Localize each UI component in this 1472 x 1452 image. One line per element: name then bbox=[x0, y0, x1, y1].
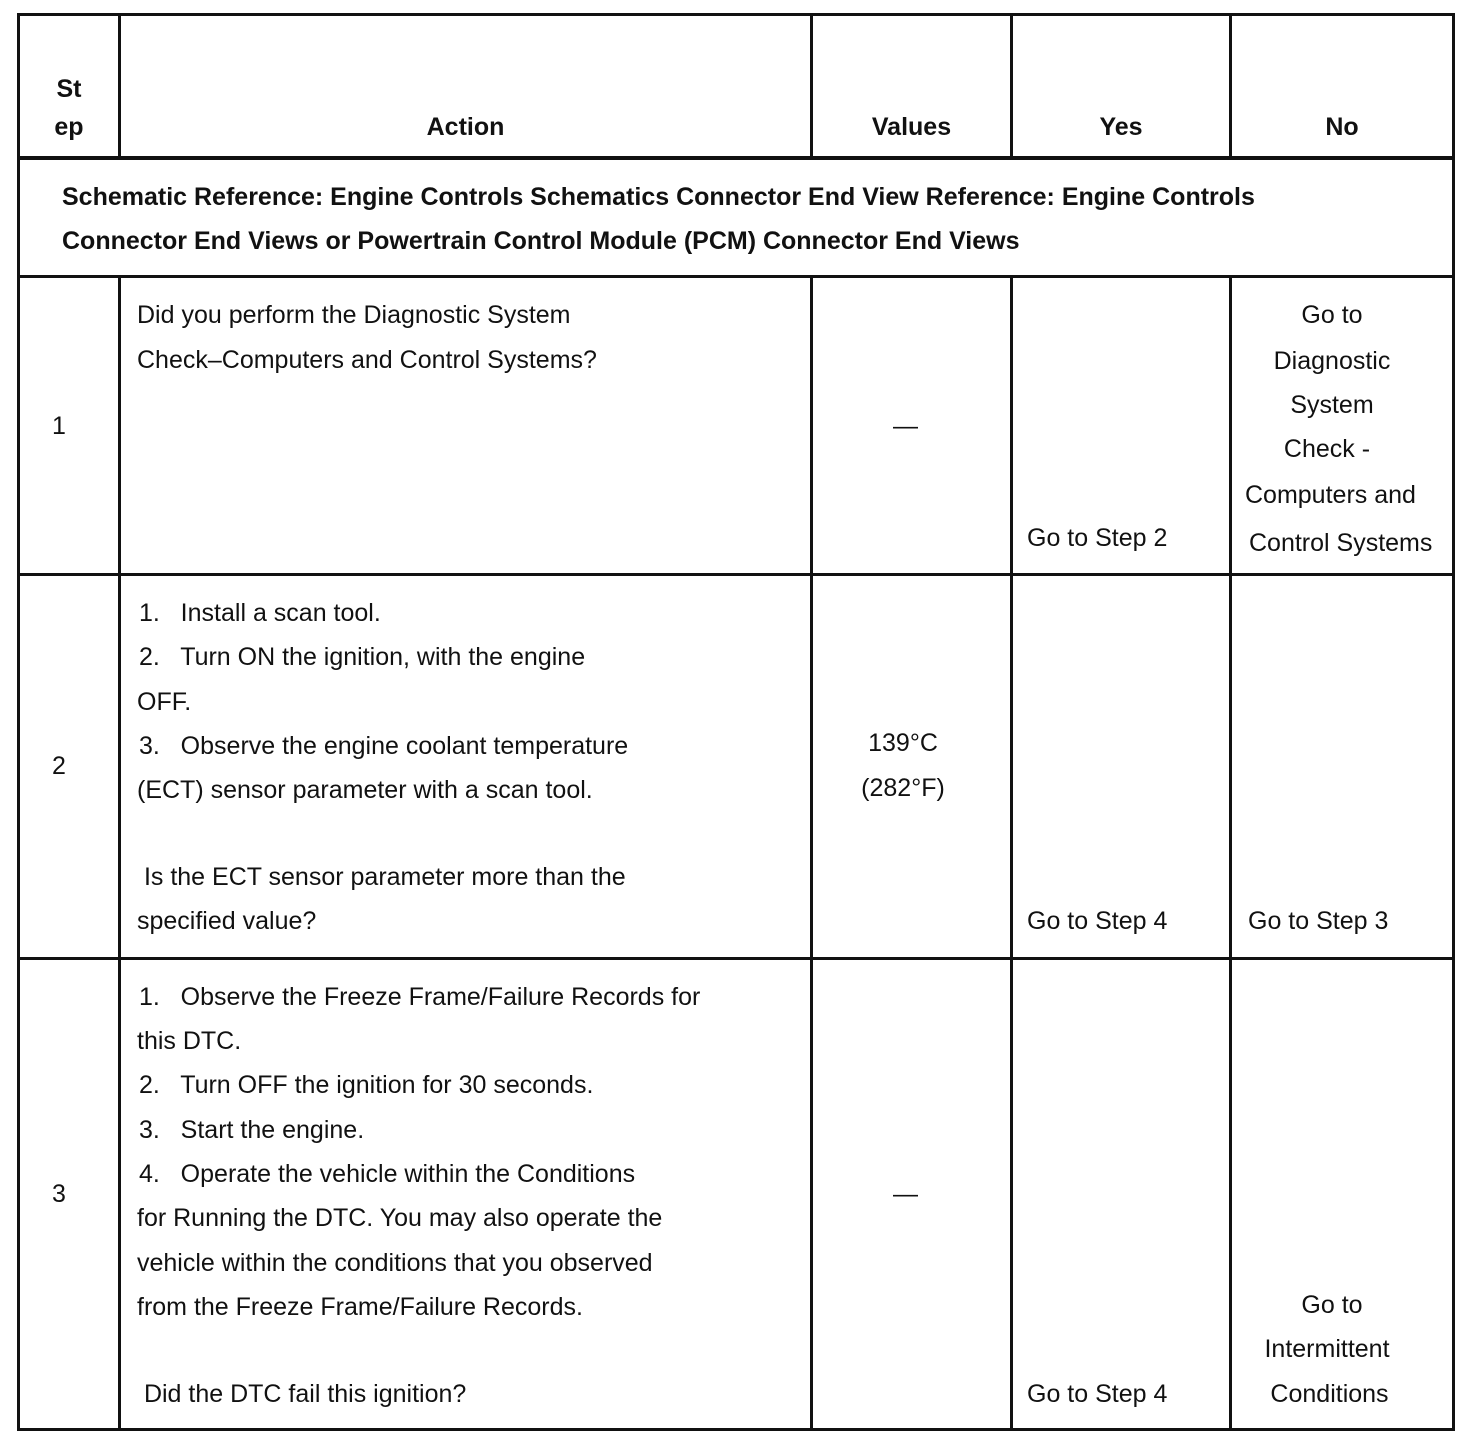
row-divider bbox=[17, 156, 1455, 160]
action-line: 2. Turn ON the ignition, with the engine bbox=[139, 643, 586, 671]
header-step-line: St bbox=[56, 75, 82, 103]
no-line: Check - bbox=[1283, 435, 1371, 463]
action-line: 1. Install a scan tool. bbox=[139, 599, 381, 627]
action-line: 3. Start the engine. bbox=[139, 1116, 365, 1144]
no-line: Intermittent bbox=[1264, 1335, 1390, 1363]
no-line: Control Systems bbox=[1249, 529, 1433, 557]
step-number: 3 bbox=[52, 1180, 66, 1208]
reference-text-line: Connector End Views or Powertrain Control Module (PCM) Connector End Views bbox=[62, 227, 1020, 255]
action-line: 3. Observe the engine coolant temperature bbox=[139, 732, 629, 760]
values-line: 139°C bbox=[868, 729, 938, 757]
action-line: vehicle within the conditions that you observed bbox=[137, 1249, 653, 1277]
no-line: Computers and bbox=[1245, 481, 1416, 509]
action-line: for Running the DTC. You may also operate the bbox=[137, 1204, 663, 1232]
row-divider bbox=[17, 275, 1455, 278]
values-cell: — bbox=[893, 412, 918, 440]
yes-cell: Go to Step 4 bbox=[1027, 907, 1168, 935]
row-divider bbox=[17, 957, 1455, 960]
no-line: System bbox=[1290, 391, 1374, 419]
column-divider bbox=[118, 276, 121, 1431]
action-line: Check–Computers and Control Systems? bbox=[137, 346, 597, 374]
row-divider bbox=[17, 573, 1455, 576]
action-line: Is the ECT sensor parameter more than the bbox=[137, 863, 626, 891]
header-yes: Yes bbox=[1099, 113, 1143, 141]
step-number: 1 bbox=[52, 412, 66, 440]
action-line: 4. Operate the vehicle within the Conditions bbox=[139, 1160, 636, 1188]
action-line: (ECT) sensor parameter with a scan tool. bbox=[137, 776, 593, 804]
no-cell: Go to Step 3 bbox=[1248, 907, 1389, 935]
header-values: Values bbox=[871, 113, 952, 141]
header-step-line: ep bbox=[54, 113, 84, 141]
yes-cell: Go to Step 4 bbox=[1027, 1380, 1168, 1408]
header-step bbox=[20, 70, 118, 146]
no-line: Go to bbox=[1301, 301, 1363, 329]
action-line: 2. Turn OFF the ignition for 30 seconds. bbox=[139, 1071, 594, 1099]
header-no: No bbox=[1325, 113, 1359, 141]
no-line: Go to bbox=[1301, 1291, 1363, 1319]
header-action: Action bbox=[426, 113, 505, 141]
action-line: this DTC. bbox=[137, 1027, 242, 1055]
reference-text-line: Schematic Reference: Engine Controls Schematics Connector End View Reference: Engine Controls bbox=[62, 183, 1255, 211]
no-line: Diagnostic bbox=[1273, 347, 1391, 375]
action-line: Did the DTC fail this ignition? bbox=[137, 1380, 467, 1408]
action-line: OFF. bbox=[137, 688, 192, 716]
values-line: (282°F) bbox=[861, 774, 945, 802]
yes-cell: Go to Step 2 bbox=[1027, 524, 1168, 552]
action-line: from the Freeze Frame/Failure Records. bbox=[137, 1293, 583, 1321]
action-line: specified value? bbox=[137, 907, 317, 935]
column-divider bbox=[810, 276, 813, 1431]
step-number: 2 bbox=[52, 752, 66, 780]
action-line: 1. Observe the Freeze Frame/Failure Records for bbox=[139, 983, 701, 1011]
values-cell: — bbox=[893, 1180, 918, 1208]
column-divider bbox=[1010, 276, 1013, 1431]
action-line: Did you perform the Diagnostic System bbox=[137, 301, 571, 329]
no-line: Conditions bbox=[1270, 1380, 1389, 1408]
